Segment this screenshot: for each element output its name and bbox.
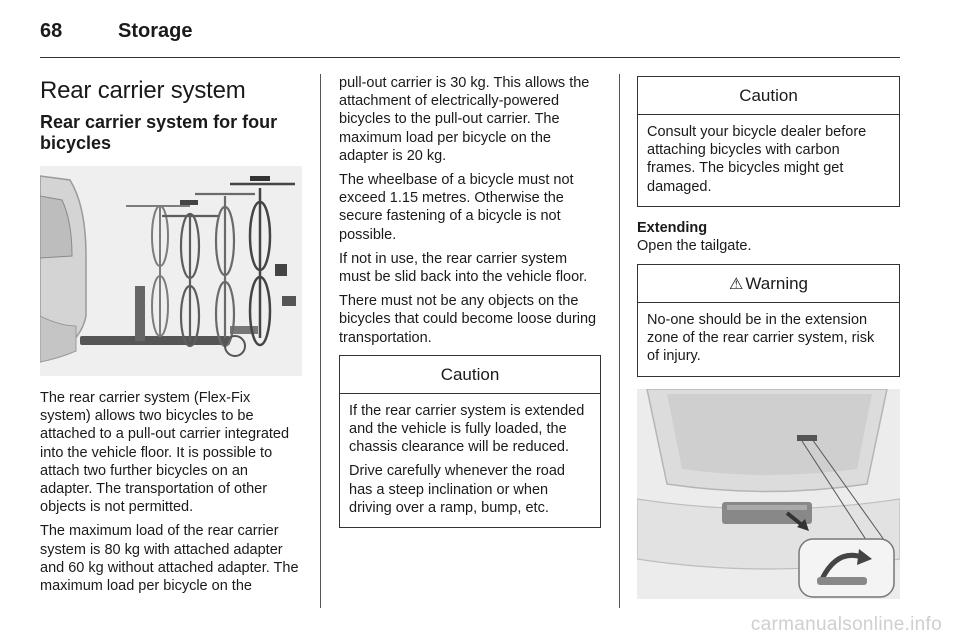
paragraph: If not in use, the rear carrier system must be slid back into the vehicle floor. bbox=[339, 250, 588, 286]
warning-header bbox=[638, 265, 899, 303]
warning-body bbox=[638, 303, 899, 376]
caution-text: If the rear carrier system is extended and the vehicle is fully loaded, the chassis clearance will be reduced. bbox=[349, 402, 585, 456]
column-divider bbox=[619, 74, 620, 608]
warning-triangle-icon: ⚠ bbox=[728, 276, 744, 294]
paragraph: The wheelbase of a bicycle must not exceed 1.15 metres. Otherwise the secure fastening of a bicycle is not possible. bbox=[339, 172, 574, 243]
caution-box bbox=[637, 76, 900, 207]
column-divider bbox=[320, 74, 321, 608]
main-heading: Rear carrier system bbox=[40, 77, 246, 104]
warning-title: Warning bbox=[745, 274, 808, 294]
caution-title: Caution bbox=[340, 356, 600, 394]
paragraph: There must not be any objects on the bicycles that could become loose during transportation. bbox=[339, 293, 597, 346]
column-1 bbox=[40, 74, 302, 595]
warning-box bbox=[637, 264, 900, 377]
caution-box bbox=[339, 355, 601, 528]
watermark: carmanualsonline.info bbox=[750, 614, 942, 635]
caution-text: Drive carefully whenever the road has a steep inclination or when driving over a ramp, bump, etc. bbox=[349, 463, 565, 516]
caution-text: Consult your bicycle dealer before attaching bicycles with carbon frames. The bicycles might get damaged. bbox=[647, 124, 867, 195]
caution-body bbox=[638, 115, 899, 206]
page-header bbox=[40, 18, 900, 58]
column-3 bbox=[637, 74, 900, 599]
section-title: Storage bbox=[118, 20, 193, 42]
caution-title: Caution bbox=[638, 77, 899, 115]
tailgate-handle-illustration bbox=[637, 389, 900, 599]
paragraph: The rear carrier system (Flex-Fix system) allows two bicycles to be attached to a pull-out carrier integrated into the vehicle floor. It is possible to attach two further bicycles on an adapter. The transportation of other objects is not permitted. bbox=[40, 390, 290, 516]
paragraph: Open the tailgate. bbox=[637, 237, 752, 254]
warning-text: No-one should be in the extension zone of the rear carrier system, risk of injury. bbox=[647, 312, 875, 365]
paragraph: The maximum load of the rear carrier system is 80 kg with attached adapter and 60 kg without attached adapter. The maximum load per bicycle on the bbox=[40, 523, 299, 595]
extending-heading: Extending bbox=[637, 219, 708, 236]
caution-body bbox=[340, 394, 600, 527]
bicycle-carrier-illustration bbox=[40, 166, 302, 376]
paragraph: pull-out carrier is 30 kg. This allows the attachment of electrically-powered bicycles to the pull-out carrier. The maximum load per bicycle on the adapter is 20 kg. bbox=[339, 75, 590, 164]
page-number: 68 bbox=[40, 20, 63, 42]
column-2 bbox=[339, 74, 601, 528]
sub-heading: Rear carrier system for four bicycles bbox=[40, 112, 278, 153]
